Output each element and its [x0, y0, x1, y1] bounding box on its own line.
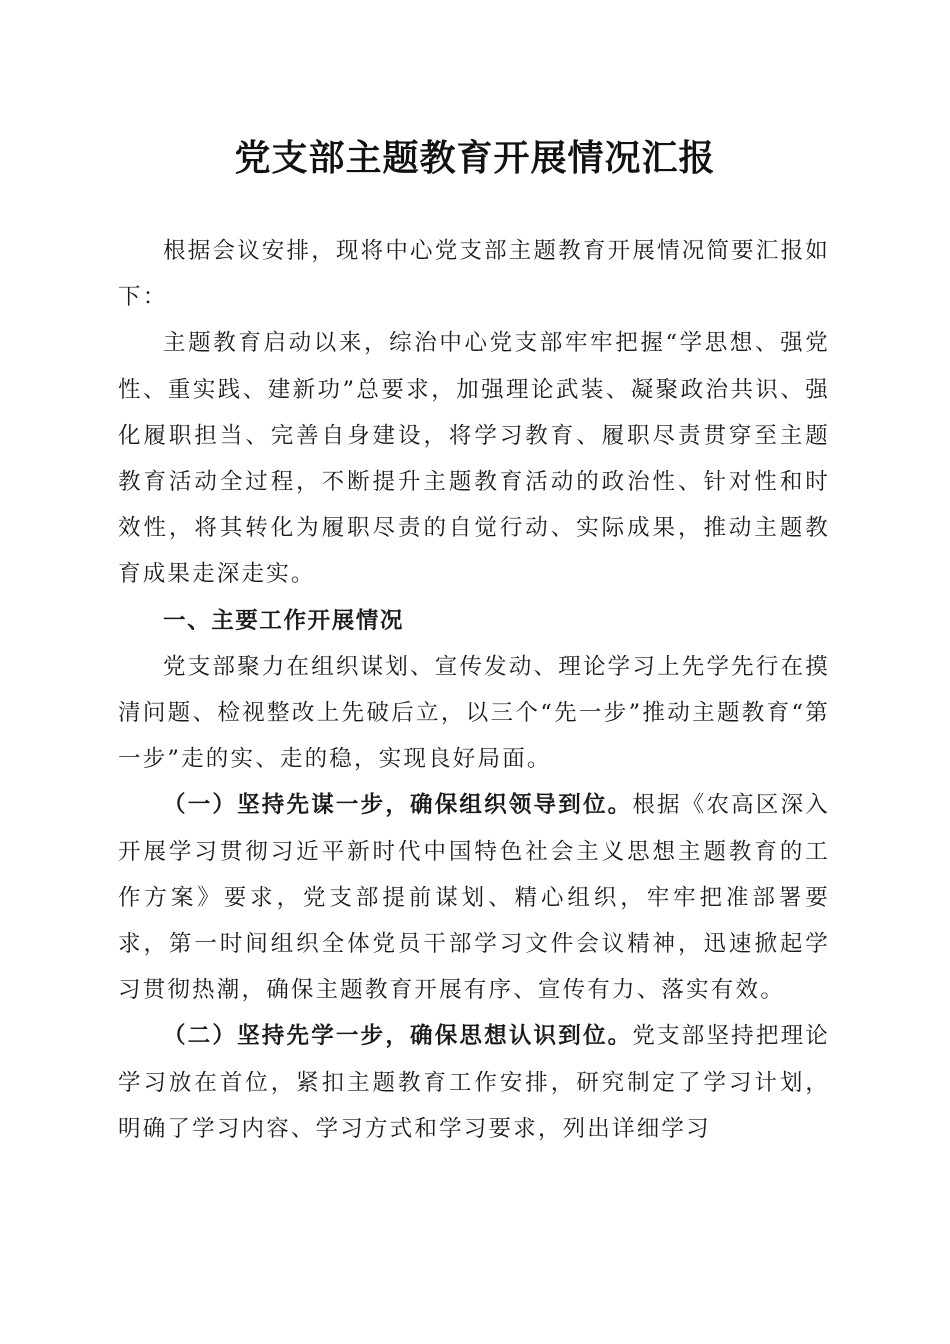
- document-body: [118, 228, 830, 1152]
- subsection-2-paragraph: [118, 1013, 830, 1152]
- subsection-2-body: 党支部坚持把理论学习放在首位，紧扣主题教育工作安排，研究制定了学习计划，明确了学习内容、学习方式和学习要求，列出详细学习: [118, 1023, 830, 1142]
- subsection-1-body: 根据《农高区深入开展学习贯彻习近平新时代中国特色社会主义思想主题教育的工作方案》要求，党支部提前谋划、精心组织，牢牢把准部署要求，第一时间组织全体党员干部学习文件会议精神，迅速掀起学习贯彻热潮，确保主题教育开展有序、宣传有力、落实有效。: [118, 792, 830, 1004]
- document-title: 党支部主题教育开展情况汇报: [234, 137, 716, 179]
- section-heading: 一、主要工作开展情况: [163, 607, 405, 634]
- subsection-2-heading: （二）坚持先学一步，确保思想认识到位。: [163, 1023, 633, 1050]
- section-summary-paragraph: 党支部聚力在组织谋划、宣传发动、理论学习上先学先行在摸清问题、检视整改上先破后立，以三个“先一步”推动主题教育“第一步”走的实、走的稳，实现良好局面。: [118, 653, 830, 773]
- subsection-1-paragraph: [118, 782, 830, 1013]
- overview-paragraph: 主题教育启动以来，综治中心党支部牢牢把握“学思想、强党性、重实践、建新功”总要求，加强理论武装、凝聚政治共识、强化履职担当、完善自身建设，将学习教育、履职尽责贯穿至主题教育活动全过程，不断提升主题教育活动的政治性、针对性和时效性，将其转化为履职尽责的自觉行动、实际成果，推动主题教育成果走深走实。: [118, 330, 830, 588]
- intro-paragraph: 根据会议安排，现将中心党支部主题教育开展情况简要汇报如下：: [118, 238, 830, 311]
- subsection-1-heading: （一）坚持先谋一步，确保组织领导到位。: [163, 792, 633, 819]
